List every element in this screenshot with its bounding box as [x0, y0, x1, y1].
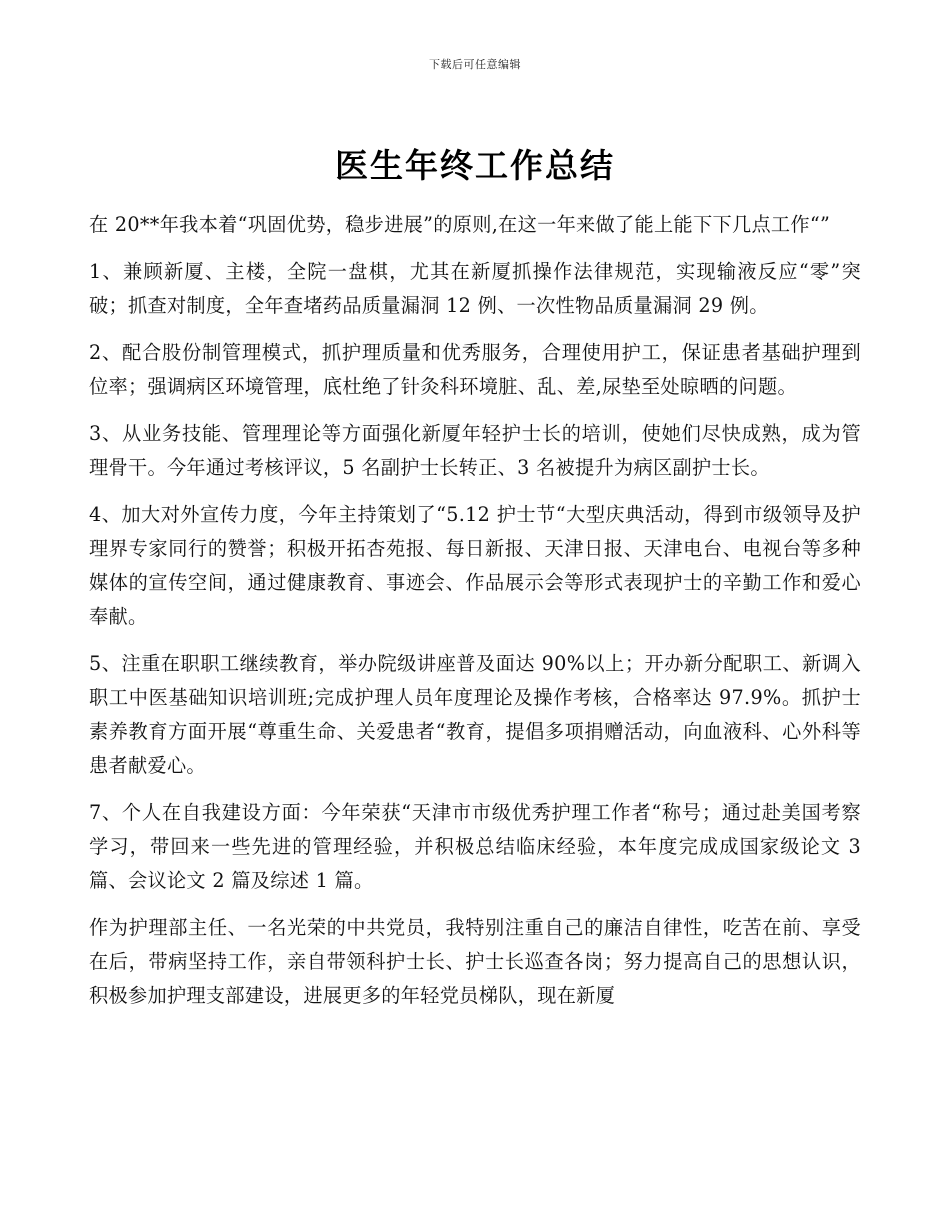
header-note: 下载后可任意编辑 — [429, 58, 521, 71]
paragraph-item-4: 4、加大对外宣传力度，今年主持策划了“5.12 护士节“大型庆典活动，得到市级领导及护理界专家同行的赞誉；积极开拓杏苑报、每日新报、天津日报、天津电台、电视台等多种媒体的宣传空间，通过健康教育、事迹会、作品展示会等形式表现护士的辛勤工作和爱心奉献。 — [89, 503, 861, 628]
document-body — [89, 208, 861, 1026]
paragraph-item-5: 5、注重在职职工继续教育，举办院级讲座普及面达 90%以上；开办新分配职工、新调入职工中医基础知识培训班;完成护理人员年度理论及操作考核，合格率达 97.9%。抓护士素养教育方面开展“尊重生命、关爱患者“教育，提倡多项捐赠活动，向血液科、心外科等患者献爱心。 — [89, 652, 861, 777]
paragraph-closing: 作为护理部主任、一名光荣的中共党员，我特别注重自己的廉洁自律性，吃苦在前、享受在后，带病坚持工作，亲自带领科护士长、护士长巡查各岗；努力提高自己的思想认识，积极参加护理支部建设，进展更多的年轻党员梯队，现在新厦 — [89, 916, 861, 1007]
paragraph-intro: 在 20**年我本着“巩固优势，稳步进展”的原则,在这一年来做了能上能下下几点工作“” — [89, 213, 831, 236]
paragraph-item-1: 1、兼顾新厦、主楼，全院一盘棋，尤其在新厦抓操作法律规范，实现输液反应“零”突破；抓查对制度，全年查堵药品质量漏洞 12 例、一次性物品质量漏洞 29 例。 — [89, 260, 861, 317]
document-title: 医生年终工作总结 — [335, 146, 615, 185]
paragraph-item-7: 7、个人在自我建设方面：今年荣获“天津市市级优秀护理工作者“称号；通过赴美国考察学习，带回来一些先进的管理经验，并积极总结临床经验，本年度完成成国家级论文 3 篇、会议论文 2 篇及综述 1 篇。 — [89, 801, 861, 892]
paragraph-item-2: 2、配合股份制管理模式，抓护理质量和优秀服务，合理使用护工，保证患者基础护理到位率；强调病区环境管理，底杜绝了针灸科环境脏、乱、差,尿垫至处晾晒的问题。 — [89, 341, 861, 398]
paragraph-item-3: 3、从业务技能、管理理论等方面强化新厦年轻护士长的培训，使她们尽快成熟，成为管理骨干。今年通过考核评议，5 名副护士长转正、3 名被提升为病区副护士长。 — [89, 422, 861, 479]
